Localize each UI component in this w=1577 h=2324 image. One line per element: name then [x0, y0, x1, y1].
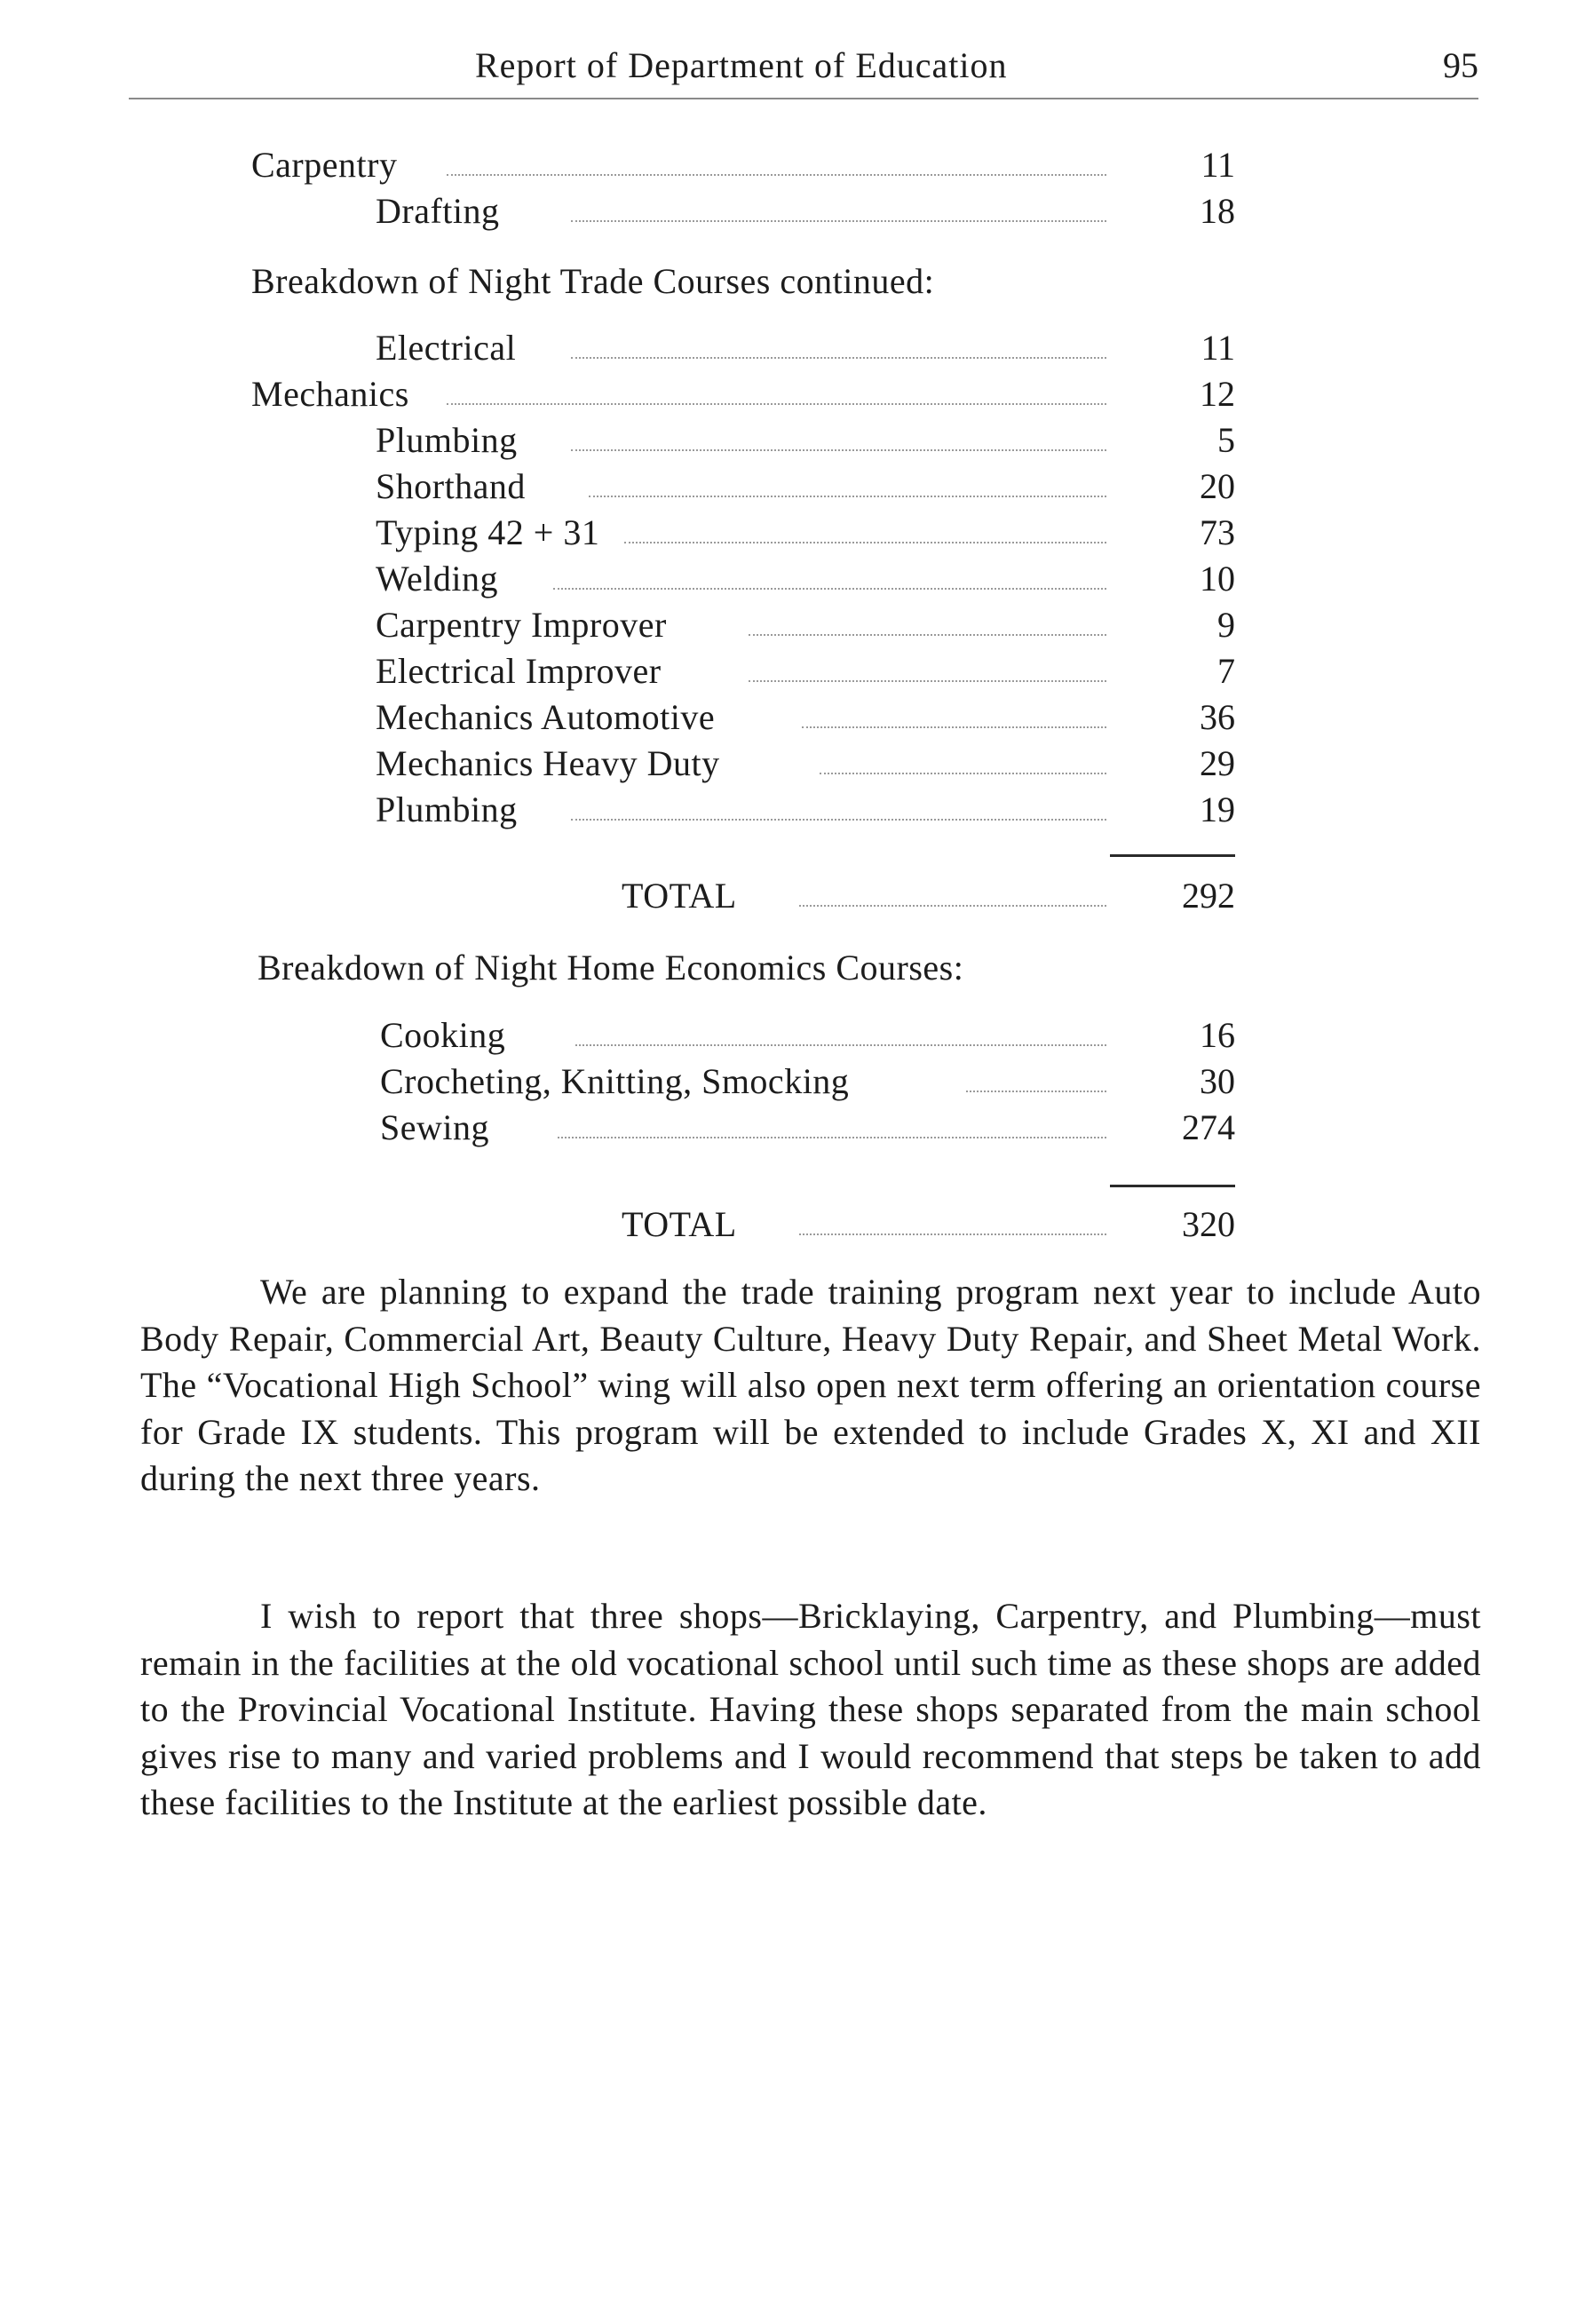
course-count: 9 — [1217, 605, 1235, 645]
course-count: 20 — [1200, 466, 1235, 506]
course-label: Mechanics — [251, 371, 420, 417]
total-row — [622, 873, 1235, 919]
total-label: TOTAL — [622, 1202, 748, 1248]
total-label: TOTAL — [622, 873, 748, 919]
course-count: 18 — [1200, 191, 1235, 231]
course-count: 11 — [1201, 145, 1235, 185]
list-item — [376, 741, 1235, 787]
course-count: 30 — [1200, 1061, 1235, 1101]
total-rule — [1110, 854, 1235, 857]
course-count: 11 — [1201, 328, 1235, 368]
dot-leader — [571, 220, 1106, 222]
course-count: 19 — [1200, 789, 1235, 829]
course-label: Plumbing — [376, 417, 528, 464]
dot-leader — [558, 1137, 1106, 1138]
course-label: Cooking — [380, 1012, 516, 1059]
paragraph-text: We are planning to expand the trade training program next year to include Auto Body Repair, Commercial Art, Beauty Culture, Heavy Duty Repair, and Sheet Metal Work. The “Vocational High School” wing will also open next term offering an orientation course for Grade IX students. This program will be extended to include Grades X, XI and XII during the next three years. — [140, 1272, 1481, 1498]
body-paragraph — [140, 1593, 1481, 1827]
dot-leader — [571, 357, 1106, 359]
course-count: 29 — [1200, 743, 1235, 783]
paragraph-text: I wish to report that three shops—Bricklaying, Carpentry, and Plumbing—must remain in the facilities at the old vocational school until such time as these shops are added to the Provincial Vocational Institute. Having these shops separated from the main school gives rise to many and varied problems and I would recommend that steps be taken to add these facilities to the Institute at the earliest possible date. — [140, 1596, 1481, 1822]
course-label: Sewing — [380, 1105, 500, 1151]
total-row — [622, 1202, 1235, 1248]
list-item — [376, 510, 1235, 556]
course-label: Carpentry — [251, 142, 408, 188]
list-item — [376, 602, 1235, 648]
list-item — [376, 787, 1235, 833]
list-item — [376, 188, 1235, 234]
dot-leader — [799, 1233, 1106, 1235]
list-item — [376, 417, 1235, 464]
course-count: 73 — [1200, 512, 1235, 552]
course-label: Electrical — [376, 325, 527, 371]
dot-leader — [802, 726, 1106, 728]
section-heading-night-trade: Breakdown of Night Trade Courses continued: — [251, 261, 935, 301]
course-label: Drafting — [376, 188, 511, 234]
page-header — [129, 36, 1478, 98]
course-count: 16 — [1200, 1015, 1235, 1055]
course-label: Carpentry Improver — [376, 602, 678, 648]
dot-leader — [589, 496, 1106, 497]
dot-leader — [571, 449, 1106, 451]
course-label: Mechanics Heavy Duty — [376, 741, 731, 787]
list-item — [376, 694, 1235, 741]
header-divider — [129, 98, 1478, 99]
course-count: 36 — [1200, 697, 1235, 737]
dot-leader — [820, 773, 1106, 774]
course-label: Crocheting, Knitting, Smocking — [380, 1059, 860, 1105]
course-count: 12 — [1200, 374, 1235, 414]
dot-leader — [571, 819, 1106, 821]
course-count: 274 — [1182, 1107, 1235, 1147]
section-heading-home-economics: Breakdown of Night Home Economics Courses: — [258, 948, 964, 988]
list-item — [376, 648, 1235, 694]
total-rule — [1110, 1185, 1235, 1187]
course-label: Mechanics Automotive — [376, 694, 725, 741]
dot-leader — [624, 542, 1106, 543]
course-count: 10 — [1200, 559, 1235, 599]
dot-leader — [749, 634, 1106, 636]
running-title: Report of Department of Education — [475, 45, 1008, 85]
list-item — [376, 464, 1235, 510]
dot-leader — [575, 1044, 1106, 1046]
course-label: Shorthand — [376, 464, 536, 510]
course-count: 5 — [1217, 420, 1235, 460]
course-label: Plumbing — [376, 787, 528, 833]
list-item — [376, 556, 1235, 602]
dot-leader — [966, 1091, 1106, 1092]
list-item — [380, 1105, 1235, 1151]
course-label: Welding — [376, 556, 509, 602]
dot-leader — [553, 588, 1106, 590]
dot-leader — [447, 174, 1106, 176]
total-value: 292 — [1182, 876, 1235, 916]
course-label: Electrical Improver — [376, 648, 672, 694]
list-item — [251, 142, 1235, 188]
list-item — [380, 1012, 1235, 1059]
dot-leader — [799, 905, 1106, 907]
dot-leader — [447, 403, 1106, 405]
dot-leader — [749, 680, 1106, 682]
total-value: 320 — [1182, 1204, 1235, 1244]
list-item — [251, 371, 1235, 417]
body-paragraph — [140, 1269, 1481, 1503]
page-number: 95 — [1443, 45, 1478, 85]
list-item — [380, 1059, 1235, 1105]
course-count: 7 — [1217, 651, 1235, 691]
list-item — [376, 325, 1235, 371]
course-label: Typing 42 + 31 — [376, 510, 610, 556]
